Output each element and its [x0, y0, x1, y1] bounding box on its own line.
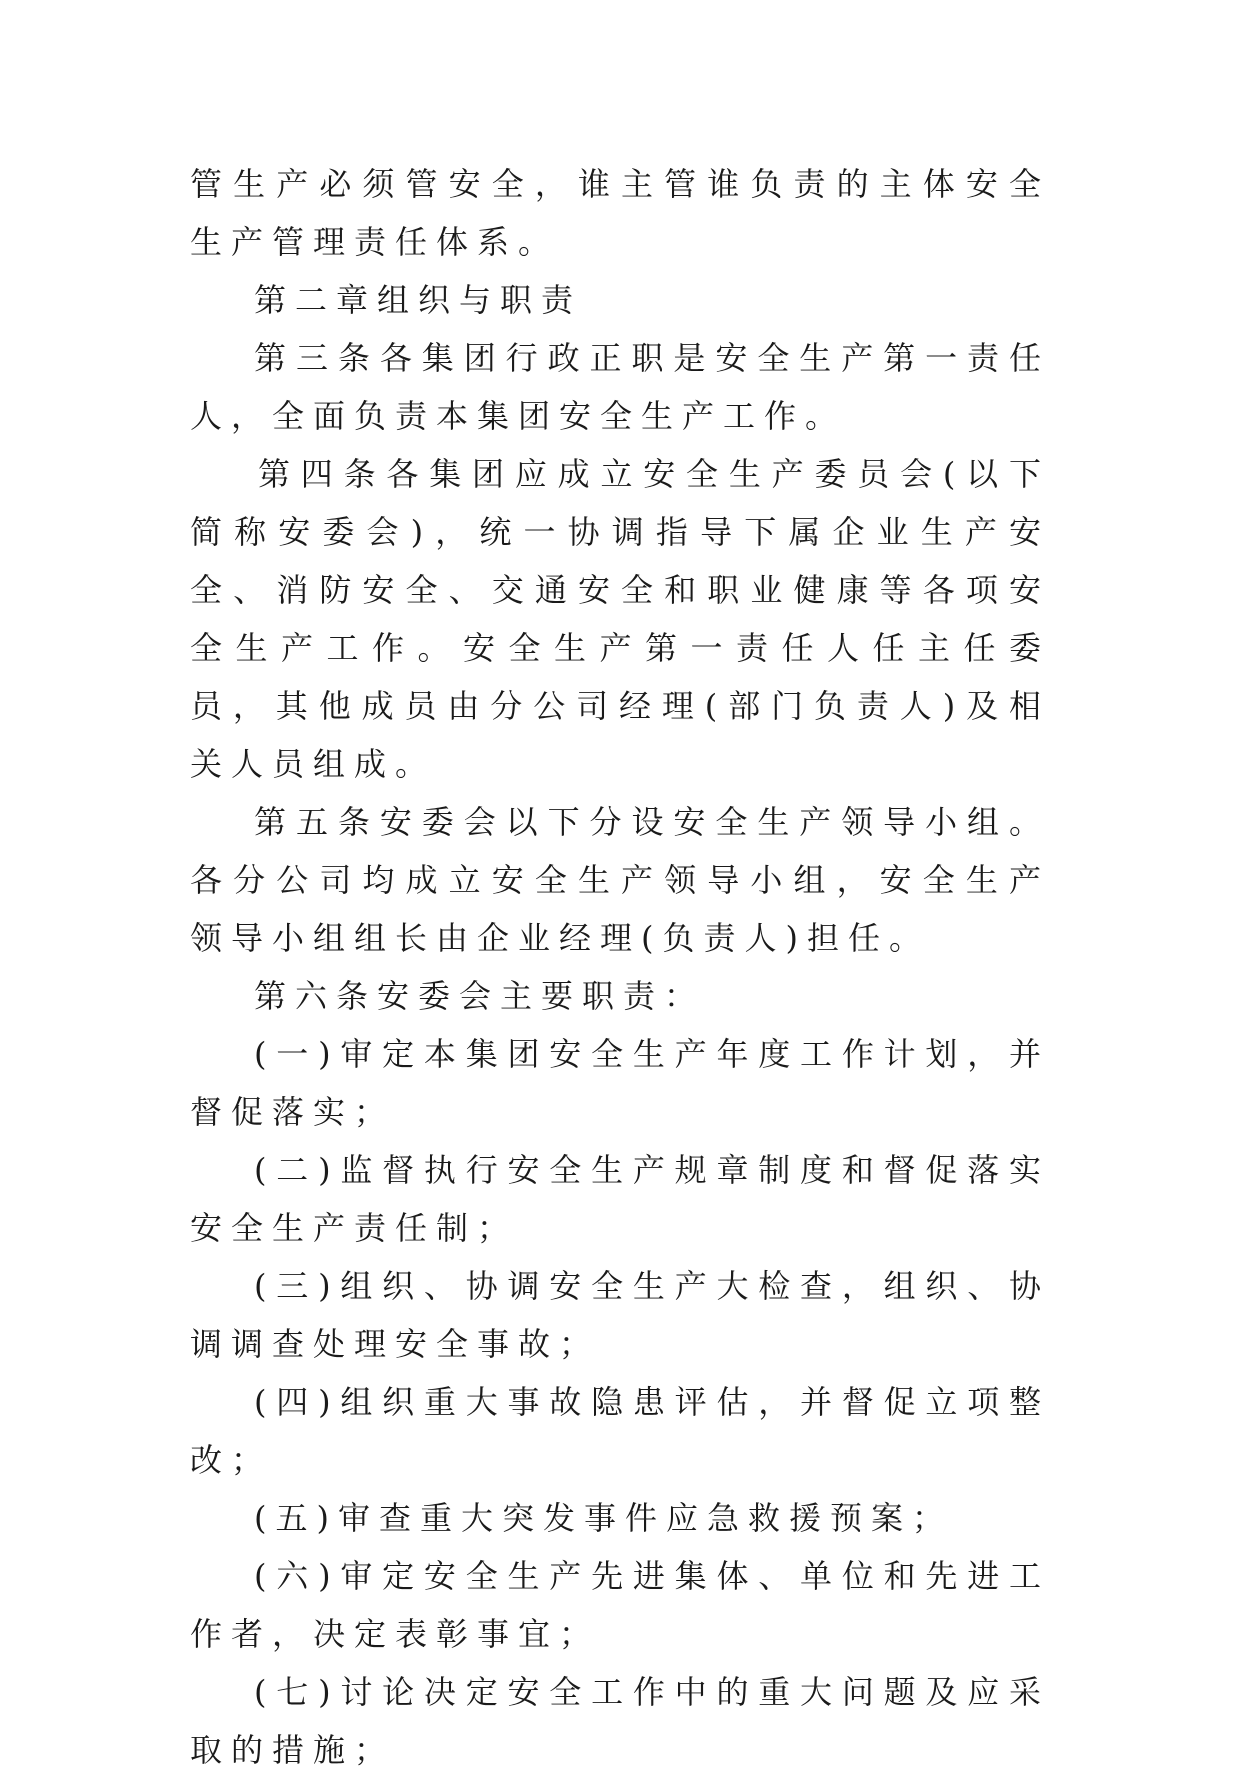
article-4: 第四条各集团应成立安全生产委员会(以下简称安委会)，统一协调指导下属企业生产安全、消防安全、交通安全和职业健康等各项安全生产工作。安全生产第一责任人任主任委员，其他成员由分公司经理(部门负责人)及相关人员组成。	[190, 455, 1050, 783]
duty-item-4: (四)组织重大事故隐患评估，并督促立项整改；	[190, 1383, 1050, 1479]
duty-item-7: (七)讨论决定安全工作中的重大问题及应采取的措施；	[190, 1673, 1050, 1769]
document-body	[190, 155, 1050, 1779]
article-6: 第六条安委会主要职责：	[254, 977, 706, 1015]
paragraph-intro-continuation: 管生产必须管安全，谁主管谁负责的主体安全生产管理责任体系。	[190, 165, 1050, 261]
duty-item-6: (六)审定安全生产先进集体、单位和先进工作者，决定表彰事宜；	[190, 1557, 1050, 1653]
article-3: 第三条各集团行政正职是安全生产第一责任人，全面负责本集团安全生产工作。	[190, 339, 1050, 435]
duty-item-5: (五)审查重大突发事件应急救援预案；	[254, 1499, 953, 1537]
duty-item-2: (二)监督执行安全生产规章制度和督促落实安全生产责任制；	[190, 1151, 1050, 1247]
duty-item-1: (一)审定本集团安全生产年度工作计划，并督促落实；	[190, 1035, 1050, 1131]
duty-item-3: (三)组织、协调安全生产大检查，组织、协调调查处理安全事故；	[190, 1267, 1050, 1363]
article-5: 第五条安委会以下分设安全生产领导小组。各分公司均成立安全生产领导小组，安全生产领导小组组长由企业经理(负责人)担任。	[190, 803, 1050, 957]
chapter-heading: 第二章组织与职责	[254, 281, 583, 319]
